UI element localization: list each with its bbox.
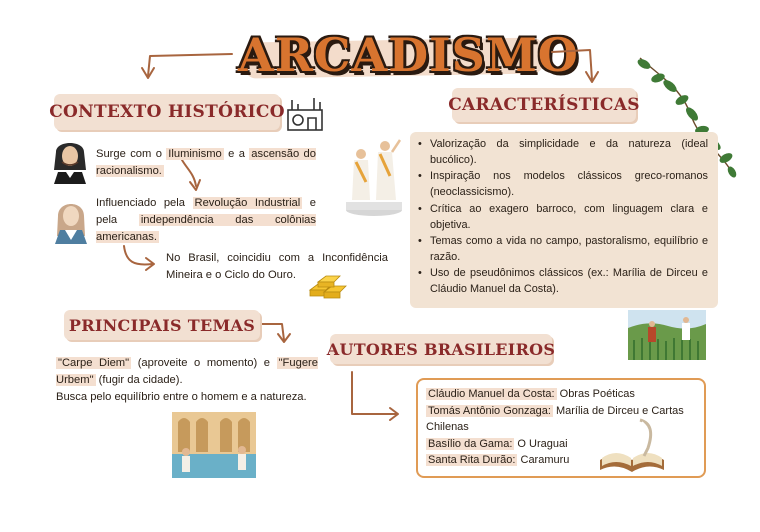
- temas-text-2: Busca pelo equilíbrio entre o homem e a natureza.: [56, 391, 307, 403]
- roman-bath-icon: [172, 412, 256, 478]
- list-item: • Uso de pseudônimos clássicos (ex.: Marília de Dirceu e Cláudio Manuel da Costa).: [418, 266, 708, 298]
- contexto-text-2: Influenciado pela Revolução Industrial e pela independência das colônias americanas.: [96, 197, 316, 243]
- page-title: ARCADISMO: [238, 28, 579, 82]
- list-item: • Inspiração nos modelos clássicos greco-romanos (neoclassicismo).: [418, 169, 708, 201]
- gold-bars-icon: [306, 266, 350, 298]
- countryside-icon: [628, 310, 706, 360]
- list-item: Cláudio Manuel da Costa: Obras Poéticas: [428, 388, 635, 400]
- portrait-descartes-icon: [52, 138, 88, 184]
- contexto-text-3: No Brasil, coincidiu com a Inconfidência Mineira e o Ciclo do Ouro.: [166, 252, 388, 281]
- autores-heading: AUTORES BRASILEIROS: [330, 334, 552, 364]
- caracteristicas-box: [410, 132, 718, 308]
- list-item: Tomás Antônio Gonzaga: Marília de Dirceu e Cartas Chilenas: [426, 404, 684, 433]
- list-item: • Crítica ao exagero barroco, com linguagem clara e objetiva.: [418, 202, 708, 234]
- open-book-quill-icon: [596, 414, 668, 476]
- list-item: • Valorização da simplicidade e da natureza (ideal bucólico).: [418, 137, 708, 169]
- contexto-text-1: Surge com o Iluminismo e a ascensão do racionalismo.: [96, 148, 316, 177]
- list-item: Santa Rita Durão: Caramuru: [428, 454, 570, 466]
- portrait-woman-icon: [52, 196, 90, 244]
- temas-text-1: "Carpe Diem" (aproveite o momento) e "Fugere Urbem" (fugir da cidade).: [56, 357, 318, 386]
- factory-icon: [286, 96, 326, 132]
- list-item: • Temas como a vida no campo, pastoralismo, equilíbrio e razão.: [418, 234, 708, 266]
- caracteristicas-heading: CARACTERÍSTICAS: [452, 88, 636, 122]
- temas-heading: PRINCIPAIS TEMAS: [64, 310, 260, 340]
- contexto-heading: CONTEXTO HISTÓRICO: [54, 94, 280, 130]
- greek-statues-icon: [344, 132, 406, 220]
- list-item: Basílio da Gama: O Uraguai: [428, 437, 568, 450]
